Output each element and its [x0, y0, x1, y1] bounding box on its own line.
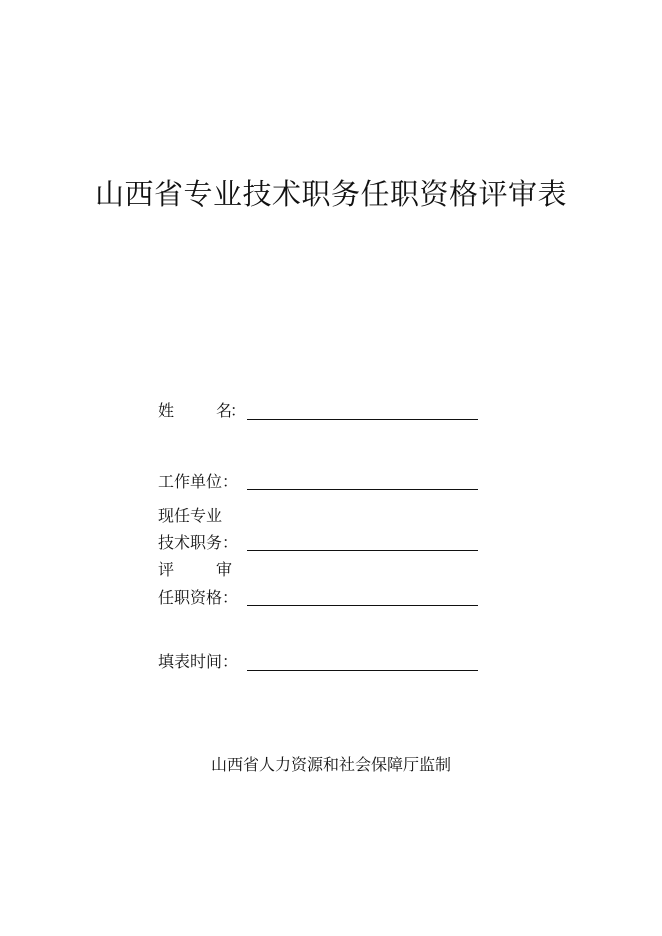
- review-label-line2: 任职资格：: [158, 588, 239, 607]
- current-position-label-line2: 技术职务：: [158, 533, 239, 552]
- document-title: 山西省专业技术职务任职资格评审表: [94, 177, 567, 211]
- name-label-char2: 名: [215, 401, 232, 420]
- issuer-footer: 山西省人力资源和社会保障厅监制: [210, 755, 451, 774]
- name-label-colon: ：: [230, 401, 247, 420]
- current-position-field[interactable]: [247, 550, 478, 551]
- review-label-char2: 审: [215, 560, 232, 579]
- name-label-char1: 姓: [158, 401, 175, 420]
- fill-date-label: 填表时间：: [158, 652, 239, 671]
- work-unit-label: 工作单位：: [158, 472, 239, 491]
- work-unit-field[interactable]: [247, 489, 478, 490]
- name-field[interactable]: [247, 419, 478, 420]
- fill-date-field[interactable]: [247, 670, 478, 671]
- review-qualification-field[interactable]: [247, 605, 478, 606]
- current-position-label-line1: 现任专业: [158, 506, 223, 525]
- review-label-char1: 评: [158, 560, 175, 579]
- review-label-line1: [158, 560, 232, 580]
- name-label: [158, 401, 232, 421]
